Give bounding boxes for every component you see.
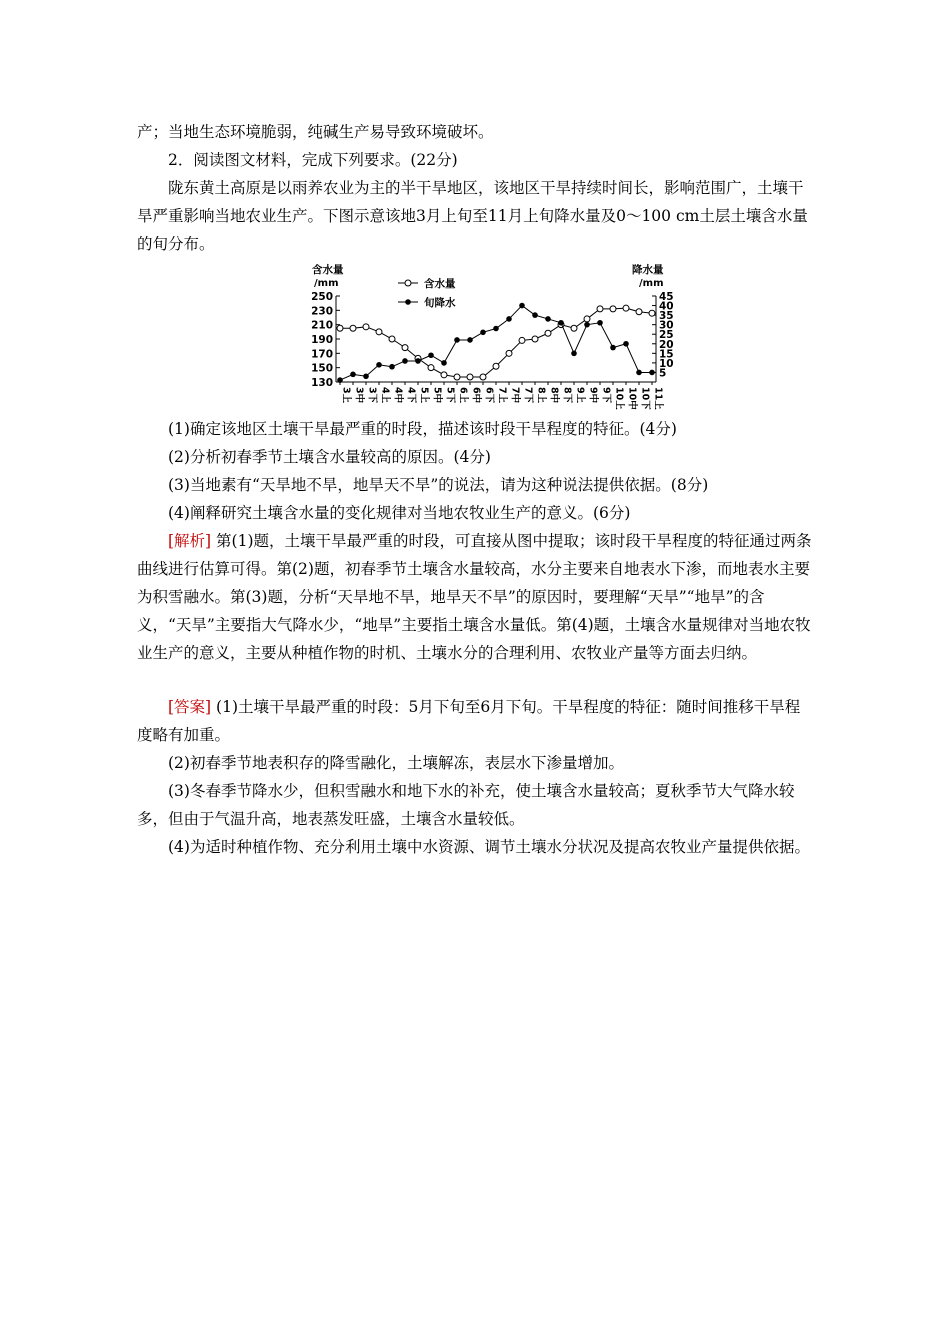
rainfall-point xyxy=(636,370,642,376)
soil-water-point xyxy=(441,372,447,378)
answer-1-text: (1)土壤干旱最严重的时段：5月下旬至6月下旬。干旱程度的特征：随时间推移干旱程度略有加重。 xyxy=(137,698,801,744)
question-4: (4)阐释研究土壤含水量的变化规律对当地农牧业生产的意义。(6分) xyxy=(168,504,631,522)
x-tick-label: 9下 xyxy=(600,387,612,404)
question-1: (1)确定该地区土壤干旱最严重的时段，描述该时段干旱程度的特征。(4分) xyxy=(168,420,677,438)
analysis-tag: [解析] xyxy=(168,532,212,550)
soil-water-point xyxy=(649,310,655,316)
soil-water-point xyxy=(571,325,577,331)
right-tick-label: 35 xyxy=(659,310,674,323)
question-2: (2)分析初春季节土壤含水量较高的原因。(4分) xyxy=(168,448,491,466)
x-tick-label: 8上 xyxy=(535,387,547,404)
rainfall-point xyxy=(623,341,629,347)
soil-water-point xyxy=(623,305,629,311)
left-tick-label: 230 xyxy=(311,305,333,318)
rainfall-point xyxy=(363,373,369,379)
rainfall-point xyxy=(610,345,616,351)
rainfall-point xyxy=(428,352,434,358)
soil-water-point xyxy=(584,316,590,322)
rainfall-point xyxy=(532,312,538,318)
x-tick-label: 5上 xyxy=(418,387,430,404)
rainfall-point xyxy=(415,358,421,364)
x-tick-label: 5中 xyxy=(431,387,443,404)
right-tick-label: 10 xyxy=(659,357,674,370)
x-tick-label: 8下 xyxy=(561,387,573,404)
x-tick-label: 9中 xyxy=(587,387,599,404)
right-tick-label: 15 xyxy=(659,348,674,361)
x-tick-label: 4上 xyxy=(379,387,391,404)
x-tick-label: 3下 xyxy=(366,387,378,404)
rainfall-point xyxy=(350,372,356,378)
rainfall-point xyxy=(454,337,460,343)
soil-water-point xyxy=(636,309,642,315)
x-tick-label: 7中 xyxy=(509,387,521,404)
legend-label-water: 含水量 xyxy=(424,278,456,290)
left-tick-label: 210 xyxy=(311,319,333,332)
rainfall-point xyxy=(376,362,382,368)
x-tick-label: 7下 xyxy=(522,387,534,404)
right-tick-label: 25 xyxy=(659,329,674,342)
soil-water-point xyxy=(506,350,512,356)
rainfall-point xyxy=(441,360,447,366)
soil-water-point xyxy=(597,306,603,312)
x-tick-label: 4中 xyxy=(392,387,404,404)
soil-water-point xyxy=(493,363,499,369)
soil-water-point xyxy=(337,325,343,331)
soil-water-point xyxy=(389,336,395,342)
x-tick-label: 9上 xyxy=(574,387,586,404)
soil-water-point xyxy=(363,324,369,330)
soil-water-point xyxy=(428,365,434,371)
material-paragraph: 陇东黄土高原是以雨养农业为主的半干旱地区，该地区干旱持续时间长，影响范围广，土壤干旱严重影响当地农业生产。下图示意该地3月上旬至11月上旬降水量及0～100 cm土层土壤含水量的旬分布。 xyxy=(137,179,808,253)
x-tick-label: 7上 xyxy=(496,387,508,404)
soil-water-point xyxy=(545,330,551,336)
legend-label-rain: 旬降水 xyxy=(424,297,456,309)
x-tick-label: 6中 xyxy=(470,387,482,404)
left-tick-label: 250 xyxy=(311,291,333,303)
rainfall-point xyxy=(467,337,473,343)
soil-water-point xyxy=(480,374,486,380)
text-line-1: 产；当地生态环境脆弱，纯碱生产易导致环境破坏。 xyxy=(137,123,494,141)
x-tick-label: 3上 xyxy=(340,387,352,404)
rainfall-point xyxy=(402,358,408,364)
right-tick-label: 20 xyxy=(659,338,674,351)
soil-water-point xyxy=(402,345,408,351)
right-tick-label: 45 xyxy=(659,291,674,303)
left-tick-label: 170 xyxy=(311,348,333,361)
analysis-paragraph xyxy=(137,527,813,667)
x-tick-label: 3中 xyxy=(353,387,365,404)
rainfall-point xyxy=(519,303,525,309)
answer-paragraph-4: (4)为适时种植作物、充分利用土壤中水资源、调节土壤水分状况及提高农牧业产量提供依据。 xyxy=(168,838,810,856)
rainfall-point xyxy=(389,364,395,370)
x-tick-label: 4下 xyxy=(405,387,417,404)
legend-marker-rain xyxy=(405,299,411,305)
soil-water-point xyxy=(519,337,525,343)
rainfall-point xyxy=(584,322,590,328)
rainfall-point xyxy=(571,351,577,357)
rainfall-point xyxy=(597,320,603,326)
x-tick-label: 5下 xyxy=(444,387,456,404)
soil-water-point xyxy=(376,329,382,335)
x-tick-label: 11上 xyxy=(652,387,664,410)
x-tick-label: 8中 xyxy=(548,387,560,404)
legend-marker-water xyxy=(405,280,411,286)
answer-paragraph-1 xyxy=(137,693,813,749)
x-tick-label: 6下 xyxy=(483,387,495,404)
soil-water-chart xyxy=(300,262,680,414)
left-axis-title: 含水量 xyxy=(312,264,344,276)
answer-paragraph-2: (2)初春季节地表积存的降雪融化，土壤解冻，表层水下渗量增加。 xyxy=(168,754,624,772)
x-tick-label: 6上 xyxy=(457,387,469,404)
right-tick-label: 5 xyxy=(659,367,667,380)
soil-water-point xyxy=(467,374,473,380)
left-axis-unit: /mm xyxy=(314,278,339,289)
question-heading: 2．阅读图文材料，完成下列要求。(22分) xyxy=(168,151,458,169)
rainfall-point xyxy=(649,370,655,376)
x-tick-label: 10下 xyxy=(639,387,651,410)
question-3: (3)当地素有“天旱地不旱，地旱天不旱”的说法，请为这种说法提供依据。(8分) xyxy=(168,476,709,494)
rainfall-point xyxy=(480,330,486,336)
soil-water-point xyxy=(610,306,616,312)
right-axis-unit: /mm xyxy=(639,278,664,289)
right-tick-label: 30 xyxy=(659,319,674,332)
rainfall-point xyxy=(558,320,564,326)
x-tick-label: 10上 xyxy=(613,387,625,410)
right-tick-label: 40 xyxy=(659,300,674,313)
answer-paragraph-3: (3)冬春季节降水少，但积雪融水和地下水的补充，使土壤含水量较高；夏秋季节大气降水较多，但由于气温升高，地表蒸发旺盛，土壤含水量较低。 xyxy=(137,782,795,828)
left-tick-label: 190 xyxy=(311,334,333,346)
left-tick-label: 150 xyxy=(311,362,333,375)
left-tick-label: 130 xyxy=(311,377,333,389)
rainfall-point xyxy=(545,316,551,322)
soil-water-point xyxy=(350,325,356,331)
analysis-text: 第(1)题，土壤干旱最严重的时段，可直接从图中提取；该时段干旱程度的特征通过两条曲线进行估算可得。第(2)题，初春季节土壤含水量较高，水分主要来自地表水下渗，而地表水主要为积雪融水。第(3)题，分析“天旱地不旱，地旱天不旱”的原因时，要理解“天旱”“地旱”的含义，“天旱”主要指大气降水少，“地旱”主要指土壤含水量低。第(4)题，土壤含水量规律对当地农牧业生产的意义，主要从种植作物的时机、土壤水分的合理利用、农牧业产量等方面去归纳。 xyxy=(137,532,812,662)
soil-water-point xyxy=(454,374,460,380)
x-tick-label: 10中 xyxy=(626,387,638,410)
soil-water-point xyxy=(532,336,538,342)
right-axis-title: 降水量 xyxy=(632,264,664,276)
rainfall-point xyxy=(493,326,499,332)
rainfall-point xyxy=(506,316,512,322)
answer-tag: [答案] xyxy=(168,698,212,716)
